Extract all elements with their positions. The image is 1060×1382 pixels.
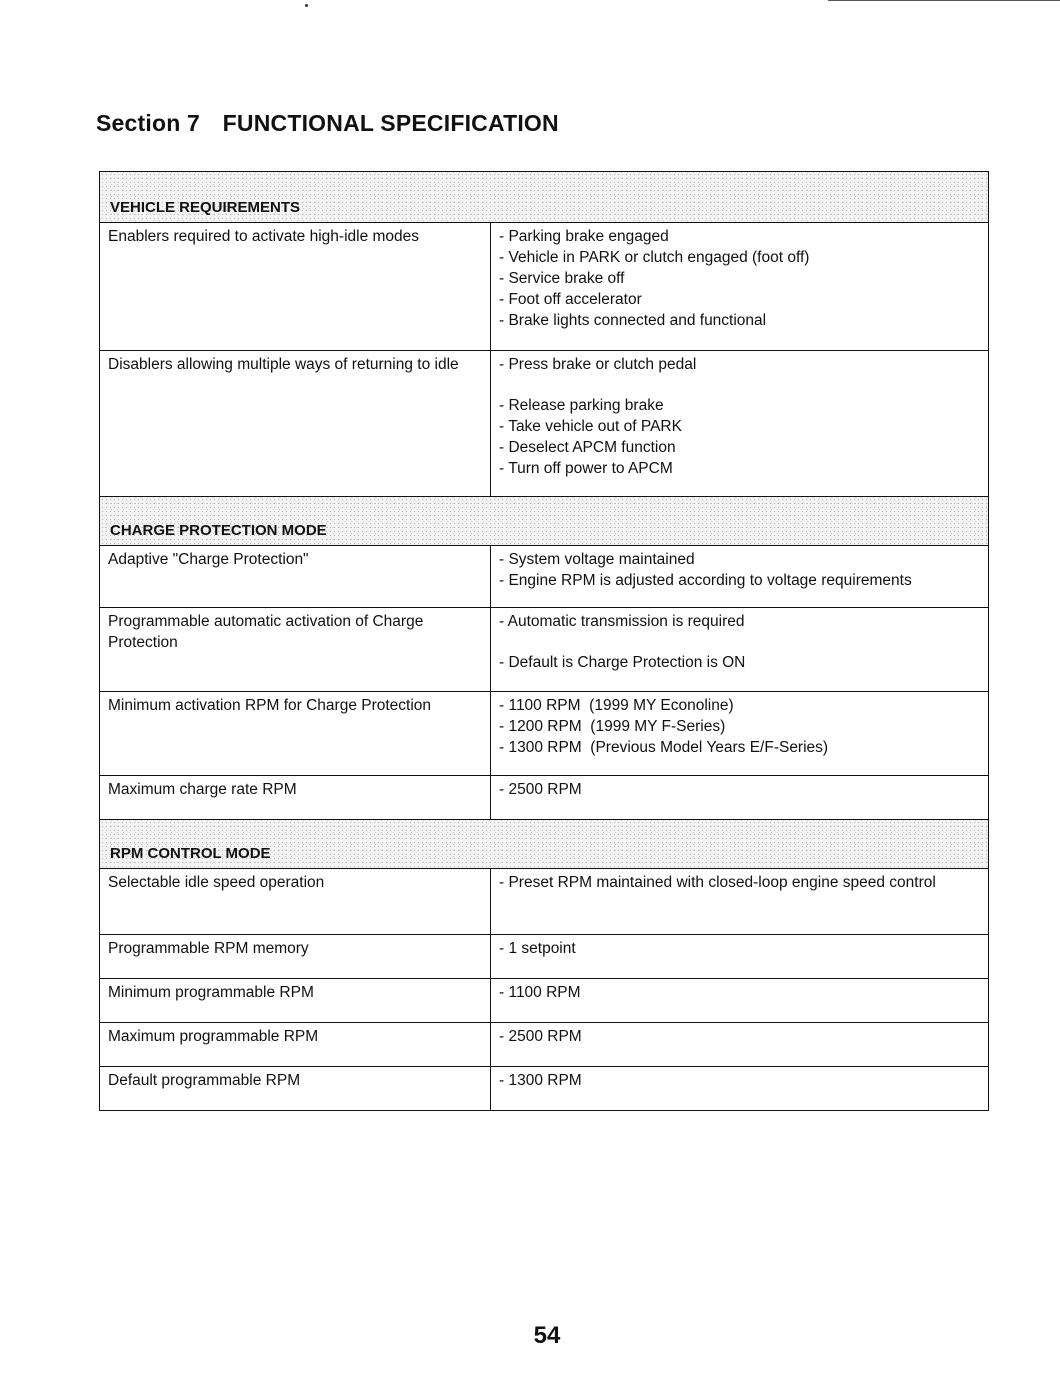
row-label: Maximum charge rate RPM [100, 776, 491, 820]
row-label: Programmable RPM memory [100, 935, 491, 979]
row-label: Selectable idle speed operation [100, 869, 491, 935]
row-label: Programmable automatic activation of Charge Protection [100, 608, 491, 692]
table-row [100, 776, 989, 820]
row-value: - Parking brake engaged - Vehicle in PARK or clutch engaged (foot off) - Service brake off - Foot off accelerator - Brake lights connected and functional [491, 223, 989, 351]
row-value: - 1300 RPM [491, 1067, 989, 1111]
table-row [100, 223, 989, 351]
group-header-charge-protection-mode: CHARGE PROTECTION MODE [100, 497, 989, 546]
page-number: 54 [533, 1322, 561, 1349]
row-value: - 1100 RPM (1999 MY Econoline) - 1200 RPM (1999 MY F-Series) - 1300 RPM (Previous Model Years E/F-Series) [491, 692, 989, 776]
group-header-rpm-control-mode: RPM CONTROL MODE [100, 820, 989, 869]
table-row [100, 351, 989, 497]
table-row [100, 1023, 989, 1067]
row-label: Minimum programmable RPM [100, 979, 491, 1023]
row-value: - 2500 RPM [491, 1023, 989, 1067]
group-header-vehicle-requirements: VEHICLE REQUIREMENTS [100, 172, 989, 223]
spec-table [99, 171, 989, 1111]
row-value: - Preset RPM maintained with closed-loop engine speed control [491, 869, 989, 935]
row-value: - 1 setpoint [491, 935, 989, 979]
row-label: Default programmable RPM [100, 1067, 491, 1111]
table-row [100, 608, 989, 692]
row-label: Enablers required to activate high-idle modes [100, 223, 491, 351]
row-label: Minimum activation RPM for Charge Protection [100, 692, 491, 776]
row-value: - 1100 RPM [491, 979, 989, 1023]
table-row [100, 1067, 989, 1111]
row-label: Adaptive "Charge Protection" [100, 546, 491, 608]
row-value: - 2500 RPM [491, 776, 989, 820]
table-row [100, 935, 989, 979]
table-row [100, 546, 989, 608]
row-value: - Automatic transmission is required - Default is Charge Protection is ON [491, 608, 989, 692]
section-number: Section 7 [96, 110, 201, 136]
row-value: - Press brake or clutch pedal - Release parking brake - Take vehicle out of PARK - Deselect APCM function - Turn off power to APCM [491, 351, 989, 497]
row-label: Maximum programmable RPM [100, 1023, 491, 1067]
section-title-text: FUNCTIONAL SPECIFICATION [222, 110, 559, 136]
row-label: Disablers allowing multiple ways of returning to idle [100, 351, 491, 497]
row-value: - System voltage maintained - Engine RPM is adjusted according to voltage requirements [491, 546, 989, 608]
scan-artifact-dot [305, 4, 308, 7]
scan-artifact-line [828, 0, 1060, 1]
table-row [100, 869, 989, 935]
table-row [100, 692, 989, 776]
table-row [100, 979, 989, 1023]
page-title [96, 110, 559, 137]
